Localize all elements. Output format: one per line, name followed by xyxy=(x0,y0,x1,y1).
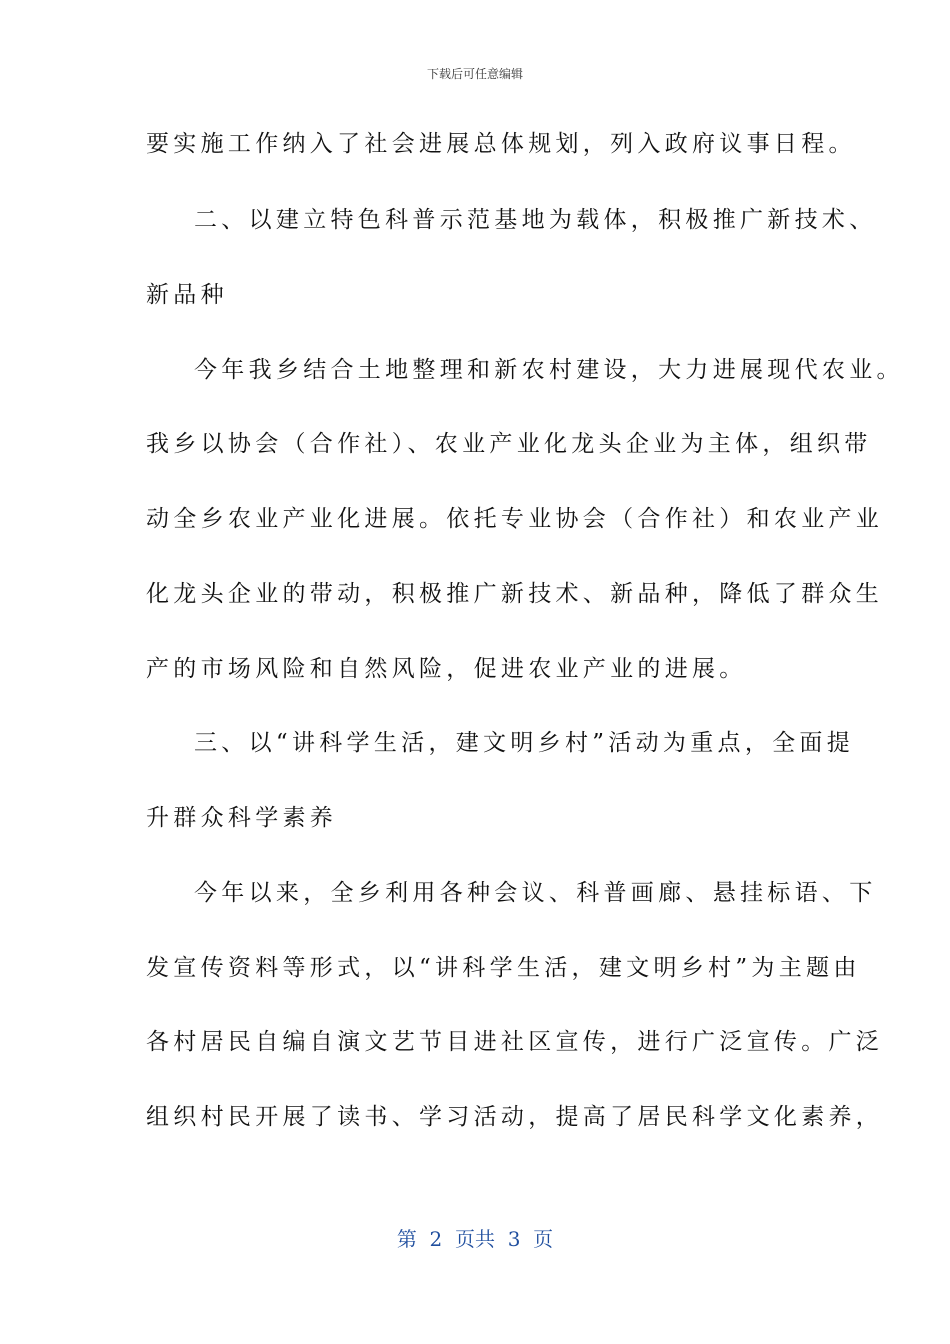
section-heading-line: 新品种 xyxy=(146,282,228,308)
body-line: 今年以来，全乡利用各种会议、科普画廊、悬挂标语、下 xyxy=(194,880,877,906)
body-line: 我乡以协会（合作社）、农业产业化龙头企业为主体，组织带 xyxy=(146,431,872,457)
body-line: 今年我乡结合土地整理和新农村建设，大力进展现代农业。 xyxy=(194,357,904,383)
page-number-footer: 第 2 页共 3 页 xyxy=(396,1227,554,1251)
section-heading-line: 三、以“讲科学生活，建文明乡村”活动为重点，全面提 xyxy=(194,730,855,756)
body-line: 化龙头企业的带动，积极推广新技术、新品种，降低了群众生 xyxy=(146,581,884,607)
body-line: 要实施工作纳入了社会进展总体规划，列入政府议事日程。 xyxy=(146,131,856,157)
body-line: 各村居民自编自演文艺节目进社区宣传，进行广泛宣传。广泛 xyxy=(146,1029,884,1055)
body-line: 动全乡农业产业化进展。依托专业协会（合作社）和农业产业 xyxy=(146,506,884,532)
body-line: 产的市场风险和自然风险，促进农业产业的进展。 xyxy=(146,656,747,682)
page-header-note: 下载后可任意编辑 xyxy=(426,67,523,81)
section-heading-line: 二、以建立特色科普示范基地为载体，积极推广新技术、 xyxy=(194,207,877,233)
body-line: 组织村民开展了读书、学习活动，提高了居民科学文化素养， xyxy=(146,1104,884,1130)
section-heading-line: 升群众科学素养 xyxy=(146,805,338,831)
body-line: 发宣传资料等形式，以“讲科学生活，建文明乡村”为主题由 xyxy=(146,955,861,981)
